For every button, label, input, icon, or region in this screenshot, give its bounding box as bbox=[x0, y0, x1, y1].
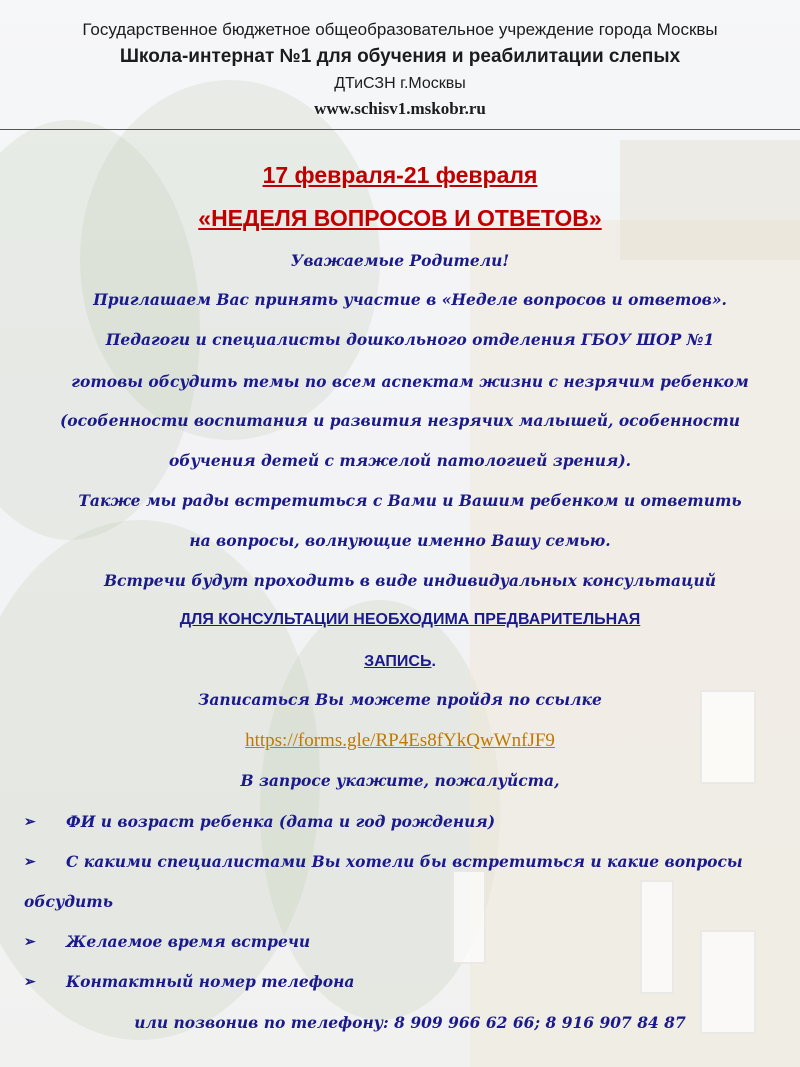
list-item: Контактный номер телефона bbox=[66, 972, 355, 991]
website[interactable]: www.schisv1.mskobr.ru bbox=[314, 99, 486, 118]
list-item: Желаемое время встречи bbox=[66, 932, 311, 951]
notice-dot: . bbox=[431, 653, 436, 670]
school-name: Школа-интернат №1 для обучения и реабилитации слепых bbox=[119, 46, 681, 67]
header-divider bbox=[0, 129, 800, 130]
paragraph-line: Также мы рады встретиться с Вами и Вашим ребенком и ответить bbox=[78, 491, 742, 510]
institution-type: Государственное бюджетное общеобразовательное учреждение города Москвы bbox=[82, 20, 718, 39]
paragraph-line: Приглашаем Вас принять участие в «Неделе вопросов и ответов». bbox=[93, 290, 727, 309]
department: ДТиСЗН г.Москвы bbox=[334, 75, 466, 92]
paragraph-line: (особенности воспитания и развития незрячих малышей, особенности bbox=[59, 411, 741, 430]
list-item-continuation: обсудить bbox=[24, 892, 113, 911]
paragraph-line: Педагоги и специалисты дошкольного отделения ГБОУ ШОР №1 bbox=[105, 330, 715, 349]
request-text: В запросе укажите, пожалуйста, bbox=[240, 771, 560, 790]
arrow-bullet-icon: ➢ bbox=[24, 974, 36, 990]
event-title: «НЕДЕЛЯ ВОПРОСОВ И ОТВЕТОВ» bbox=[198, 205, 602, 231]
notice-word: ЗАПИСЬ bbox=[364, 653, 432, 670]
signup-text: Записаться Вы можете пройдя по ссылке bbox=[198, 690, 602, 709]
registration-notice-end bbox=[0, 651, 800, 671]
event-dates: 17 февраля-21 февраля bbox=[262, 162, 538, 188]
list-item: С какими специалистами Вы хотели бы встретиться и какие вопросы bbox=[66, 852, 743, 871]
arrow-bullet-icon: ➢ bbox=[24, 814, 36, 830]
list-item: ФИ и возраст ребенка (дата и год рождения) bbox=[66, 812, 496, 831]
paragraph-line: Встречи будут проходить в виде индивидуальных консультаций bbox=[103, 571, 717, 590]
signup-form-link[interactable]: https://forms.gle/RP4Es8fYkQwWnfJF9 bbox=[245, 730, 555, 751]
registration-notice: ДЛЯ КОНСУЛЬТАЦИИ НЕОБХОДИМА ПРЕДВАРИТЕЛЬНАЯ bbox=[179, 611, 641, 628]
school-header bbox=[0, 0, 800, 130]
paragraph-line: готовы обсудить темы по всем аспектам жизни с незрячим ребенком bbox=[71, 372, 749, 391]
paragraph-line: обучения детей с тяжелой патологией зрения). bbox=[168, 451, 632, 470]
arrow-bullet-icon: ➢ bbox=[24, 854, 36, 870]
arrow-bullet-icon: ➢ bbox=[24, 934, 36, 950]
paragraph-line: на вопросы, волнующие именно Вашу семью. bbox=[189, 531, 611, 550]
greeting: Уважаемые Родители! bbox=[290, 251, 510, 270]
phone-contact: или позвонив по телефону: 8 909 966 62 66; 8 916 907 84 87 bbox=[134, 1013, 686, 1032]
